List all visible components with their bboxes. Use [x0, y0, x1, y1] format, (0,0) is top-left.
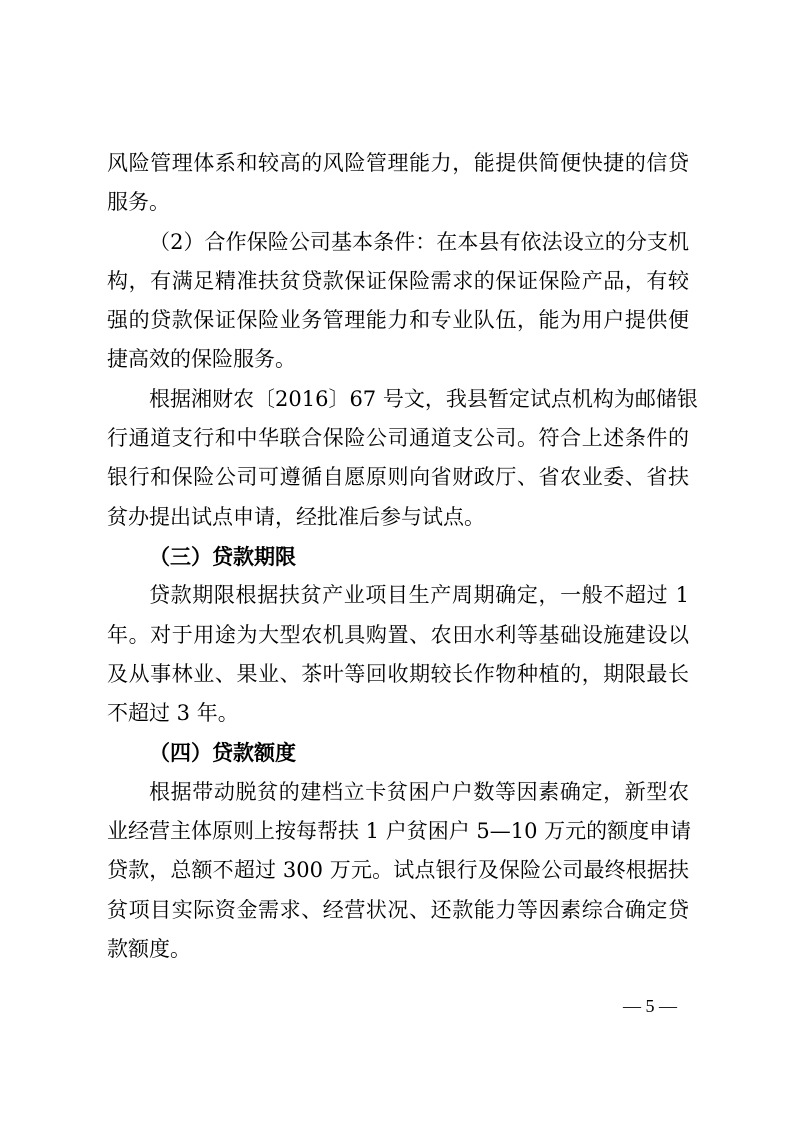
text-line: 根据湘财农〔2016〕67 号文，我县暂定试点机构为邮储银	[149, 386, 698, 411]
text-line: 贫项目实际资金需求、经营状况、还款能力等因素综合确定贷	[107, 897, 689, 922]
page-number: — 5 —	[623, 996, 677, 1016]
text-line: 年。对于用途为大型农机具购置、农田水利等基础设施建设以	[107, 622, 689, 647]
text-line: 款额度。	[107, 936, 191, 961]
text-line: 及从事林业、果业、茶叶等回收期较长作物种植的，期限最长	[107, 661, 689, 686]
text-line: 贷款期限根据扶贫产业项目生产周期确定，一般不超过 1	[149, 583, 689, 608]
text-line: 行通道支行和中华联合保险公司通道支公司。符合上述条件的	[107, 426, 689, 451]
text-line: 强的贷款保证保险业务管理能力和专业队伍，能为用户提供便	[107, 308, 689, 333]
text-line: 银行和保险公司可遵循自愿原则向省财政厅、省农业委、省扶	[107, 465, 689, 490]
text-line: 捷高效的保险服务。	[107, 347, 296, 372]
section-heading: （三）贷款期限	[149, 543, 296, 569]
text-line: 构，有满足精准扶贫贷款保证保险需求的保证保险产品，有较	[107, 268, 689, 293]
document-body	[107, 144, 698, 969]
section-heading: （四）贷款额度	[149, 740, 296, 766]
text-line: （2）合作保险公司基本条件：在本县有依法设立的分支机	[149, 229, 689, 254]
text-line: 不超过 3 年。	[107, 701, 239, 726]
text-line: 服务。	[107, 190, 170, 215]
text-line: 根据带动脱贫的建档立卡贫困户户数等因素确定，新型农	[149, 779, 689, 804]
text-line: 业经营主体原则上按每帮扶 1 户贫困户 5—10 万元的额度申请	[107, 819, 692, 844]
text-line: 贷款，总额不超过 300 万元。试点银行及保险公司最终根据扶	[107, 858, 689, 883]
text-line: 贫办提出试点申请，经批准后参与试点。	[107, 504, 485, 529]
text-line: 风险管理体系和较高的风险管理能力，能提供简便快捷的信贷	[107, 151, 689, 175]
